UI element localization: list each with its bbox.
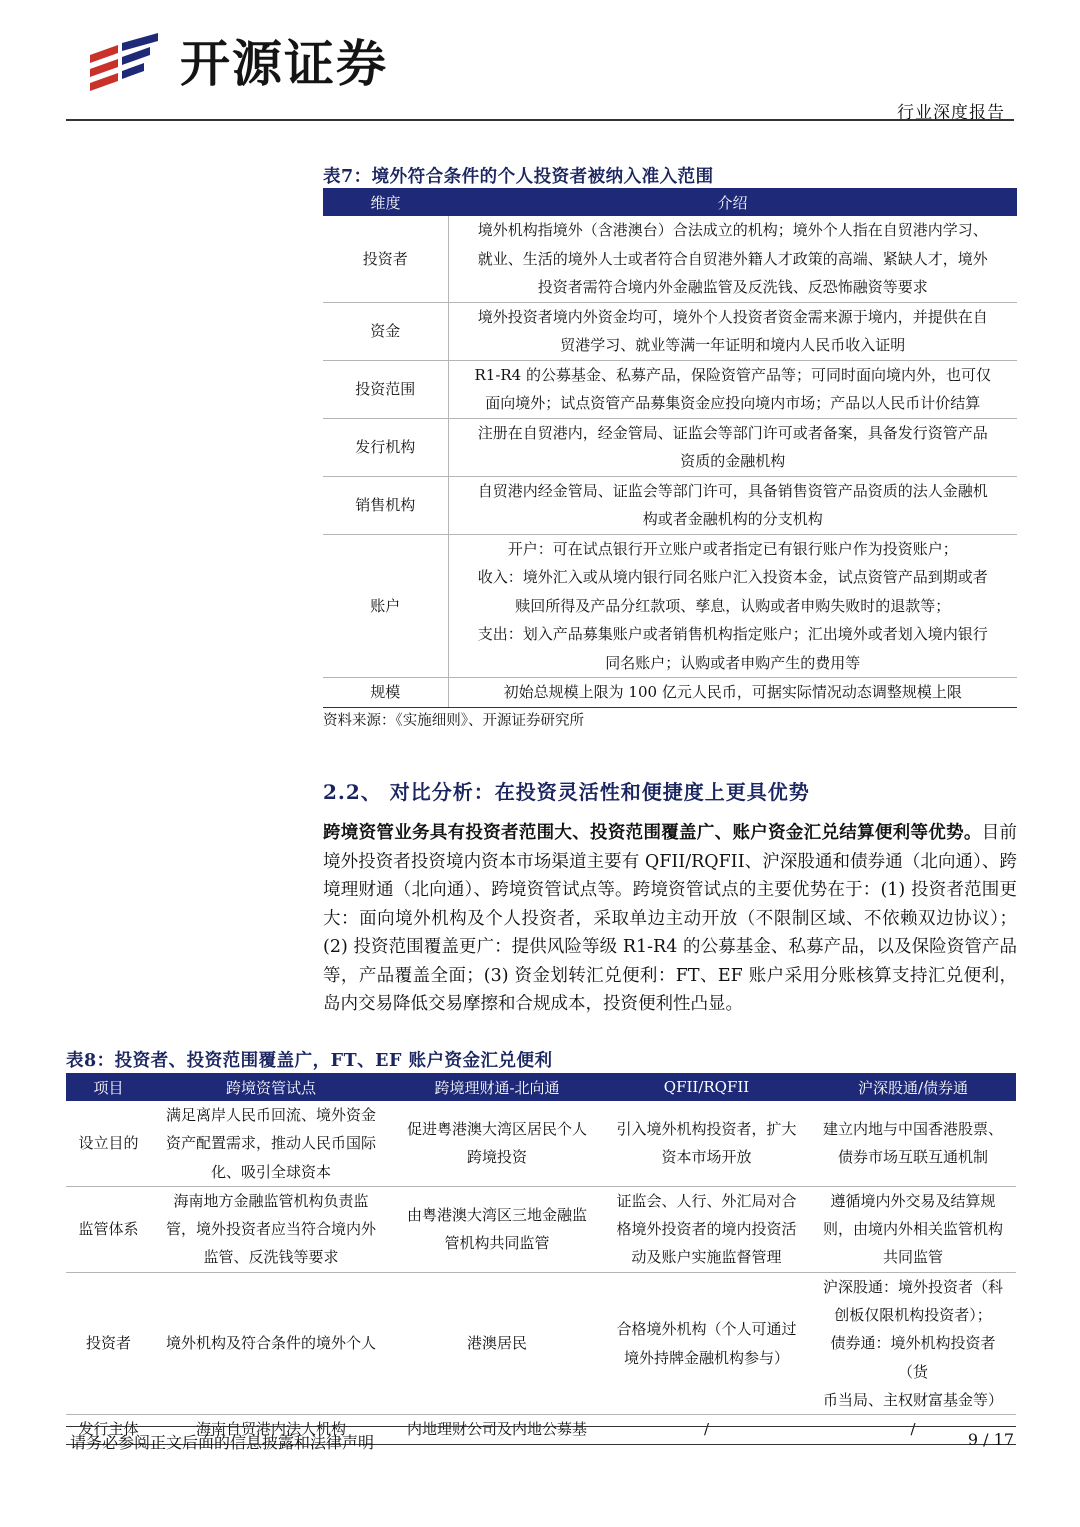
section-heading: 2.2、 对比分析：在投资灵活性和便捷度上更具优势: [323, 780, 810, 804]
table8-header: 跨境理财通-北向通: [391, 1073, 603, 1101]
description-cell: [448, 534, 1017, 678]
cell-line: 境外机构及符合条件的境外个人: [165, 1334, 376, 1353]
cell-line: 投资者需符合境内外金融监管及反洗钱、反恐怖融资等要求: [537, 278, 928, 296]
comparison-cell: [391, 1101, 603, 1186]
comparison-cell: [151, 1272, 391, 1414]
cell-line: 港澳居民: [466, 1334, 527, 1353]
dimension-cell: 规模: [323, 678, 448, 708]
cell-line: 管，境外投资者应当符合境内外: [165, 1220, 376, 1239]
description-cell: [448, 418, 1017, 476]
page-number: 9 / 17: [967, 1430, 1014, 1449]
table8-row: [66, 1272, 1016, 1414]
table7-row: [323, 302, 1017, 360]
table8-header-row: [66, 1073, 1016, 1101]
table7-header: 介绍: [448, 188, 1017, 216]
table7-row: [323, 418, 1017, 476]
cell-line: 建立内地与中国香港股票、: [822, 1120, 1003, 1139]
cell-line: 促进粤港澳大湾区居民个人: [406, 1120, 587, 1139]
cell-line: 债券通：境外机构投资者（货: [830, 1334, 996, 1381]
comparison-cell: [603, 1272, 810, 1414]
cell-line: 沪深股通：境外投资者（科: [822, 1277, 1003, 1296]
comparison-cell: [810, 1272, 1016, 1414]
table7-header: 维度: [323, 188, 448, 216]
cell-line: 内地理财公司及内地公募基: [406, 1420, 587, 1439]
paragraph-lead: 跨境资管业务具有投资者范围大、投资范围覆盖广、账户资金汇兑结算便利等优势。: [323, 823, 982, 843]
cell-line: 初始总规模上限为 100 亿元人民币，可据实际情况动态调整规模上限: [503, 683, 962, 701]
table7-row: [323, 360, 1017, 418]
cell-line: 满足离岸人民币回流、境外资金: [165, 1106, 376, 1124]
dimension-cell: 账户: [323, 534, 448, 678]
cell-line: 支出：划入产品募集账户或者销售机构指定账户；汇出境外或者划入境内银行: [477, 625, 988, 643]
cell-line: 资本市场开放: [661, 1148, 752, 1167]
description-cell: [448, 476, 1017, 534]
comparison-cell: [603, 1186, 810, 1272]
cell-line: 境外投资者境内外资金均可，境外个人投资者资金需来源于境内，并提供在自: [477, 307, 988, 326]
description-cell: [448, 678, 1017, 708]
cell-line: 共同监管: [882, 1248, 943, 1267]
comparison-cell: [391, 1186, 603, 1272]
brand-name: 开源证券: [180, 35, 388, 93]
dimension-cell: 发行机构: [323, 418, 448, 476]
description-cell: [448, 302, 1017, 360]
comparison-cell: [603, 1415, 810, 1444]
table7-row: [323, 678, 1017, 708]
description-cell: [448, 216, 1017, 302]
cell-line: 合格境外机构（个人可通过: [616, 1320, 797, 1339]
table8-header: QFII/RQFII: [603, 1073, 810, 1101]
comparison-cell: [810, 1101, 1016, 1186]
cell-line: R1-R4 的公募基金、私募产品，保险资管产品等；可同时面向境内外，也可仅: [474, 365, 991, 384]
cell-line: 创板仅限机构投资者）；: [834, 1306, 992, 1325]
cell-line: 监管、反洗钱等要求: [203, 1248, 339, 1267]
table8-header: 沪深股通/债券通: [810, 1073, 1016, 1101]
table8-row: [66, 1101, 1016, 1186]
cell-line: 境外机构指境外（含港澳台）合法成立的机构；境外个人指在自贸港内学习、: [477, 221, 988, 239]
comparison-cell: [391, 1415, 603, 1444]
cell-line: 管机构共同监管: [444, 1234, 550, 1253]
footer-divider: [66, 1426, 1016, 1427]
cell-line: 贸港学习、就业等满一年证明和境内人民币收入证明: [560, 336, 906, 354]
cell-line: 面向境外；试点资管产品募集资金应投向境内市场；产品以人民币计价结算: [485, 394, 981, 412]
cell-line: 注册在自贸港内，经金管局、证监会等部门许可或者备案，具备发行资管产品: [477, 423, 988, 442]
table7: [323, 188, 1017, 708]
cell-line: /: [703, 1420, 710, 1439]
table7-row: [323, 534, 1017, 678]
cell-line: 资产配置需求，推动人民币国际: [165, 1134, 376, 1153]
footer-disclaimer: 请务必参阅正文后面的信息披露和法律声明: [70, 1433, 375, 1452]
cell-line: 遵循境内外交易及结算规: [830, 1191, 996, 1210]
item-cell: 设立目的: [66, 1101, 151, 1186]
cell-line: 海南地方金融监管机构负责监: [173, 1191, 369, 1210]
cell-line: 化、吸引全球资本: [210, 1162, 331, 1181]
cell-line: 格境外投资者的境内投资活: [616, 1220, 797, 1239]
cell-line: 同名账户；认购或者申购产生的费用等: [605, 653, 861, 672]
table8-row: [66, 1186, 1016, 1272]
cell-line: 币当局、主权财富基金等）: [822, 1390, 1003, 1409]
cell-line: 开户：可在试点银行开立账户或者指定已有银行账户作为投资账户；: [507, 539, 958, 558]
comparison-cell: [810, 1186, 1016, 1272]
company-logo-icon: [88, 33, 160, 95]
table8-title: 表8：投资者、投资范围覆盖广，FT、EF 账户资金汇兑便利: [66, 1051, 553, 1071]
cell-line: 证监会、人行、外汇局对合: [616, 1191, 797, 1210]
cell-line: 引入境外机构投资者，扩大: [616, 1120, 797, 1139]
table7-source: 资料来源：《实施细则》、开源证券研究所: [323, 713, 584, 729]
cell-line: 就业、生活的境外人士或者符合自贸港外籍人才政策的高端、紧缺人才，境外: [477, 249, 988, 268]
cell-line: 赎回所得及产品分红款项、孳息，认购或者申购失败时的退款等；: [515, 596, 951, 615]
cell-line: 资质的金融机构: [680, 452, 786, 470]
cell-line: 债券市场互联互通机制: [837, 1148, 988, 1167]
cell-line: 跨境投资: [466, 1148, 527, 1167]
section-paragraph: [323, 819, 1017, 1019]
cell-line: 构或者金融机构的分支机构: [642, 510, 823, 528]
table8-header: 项目: [66, 1073, 151, 1101]
description-cell: [448, 360, 1017, 418]
table7-title: 表7：境外符合条件的个人投资者被纳入准入范围: [323, 167, 714, 187]
cell-line: /: [910, 1420, 916, 1439]
table8: [66, 1073, 1016, 1445]
dimension-cell: 投资范围: [323, 360, 448, 418]
table8-header: 跨境资管试点: [151, 1073, 391, 1101]
dimension-cell: 资金: [323, 302, 448, 360]
comparison-cell: [391, 1272, 603, 1414]
cell-line: 由粤港澳大湾区三地金融监: [406, 1206, 587, 1225]
cell-line: 境外持牌金融机构参与）: [623, 1348, 789, 1367]
item-cell: 监管体系: [66, 1186, 151, 1272]
paragraph-body: 目前境外投资者投资境内资本市场渠道主要有 QFII/RQFII、沪深股通和债券通（北向通）、跨境理财通（北向通）、跨境资管试点等。跨境资管试点的主要优势在于：(1) 投资者范围更大：面向境外机构及个人投资者，采取单边主动开放（不限制区域、不依赖双边协议）；(2) 投资范围覆盖更广：提供风险等级 R1-R4 的公募基金、私募产品，以及保险资管产品等，产品覆盖全面；(3) 资金划转汇兑便利：FT、EF 账户采用分账核算支持汇兑便利，岛内交易降低交易摩擦和合规成本，投资便利性凸显。: [323, 823, 1018, 1014]
comparison-cell: [151, 1101, 391, 1186]
item-cell: 投资者: [66, 1272, 151, 1414]
header-divider: [66, 119, 1014, 121]
cell-line: 则，由境内外相关监管机构: [822, 1220, 1003, 1239]
cell-line: 动及账户实施监督管理: [631, 1248, 782, 1267]
dimension-cell: 投资者: [323, 216, 448, 302]
item-cell: 发行主体: [66, 1415, 151, 1444]
cell-line: 自贸港内经金管局、证监会等部门许可，具备销售资管产品资质的法人金融机: [477, 481, 988, 500]
table7-row: [323, 216, 1017, 302]
comparison-cell: [603, 1101, 810, 1186]
table7-row: [323, 476, 1017, 534]
report-type: 行业深度报告: [897, 103, 1005, 123]
dimension-cell: 销售机构: [323, 476, 448, 534]
cell-line: 收入：境外汇入或从境内银行同名账户汇入投资本金，试点资管产品到期或者: [477, 568, 988, 586]
comparison-cell: [151, 1186, 391, 1272]
table7-header-row: [323, 188, 1017, 216]
page-header: [0, 0, 1080, 125]
cell-line: 海南自贸港内法人机构: [195, 1420, 346, 1439]
